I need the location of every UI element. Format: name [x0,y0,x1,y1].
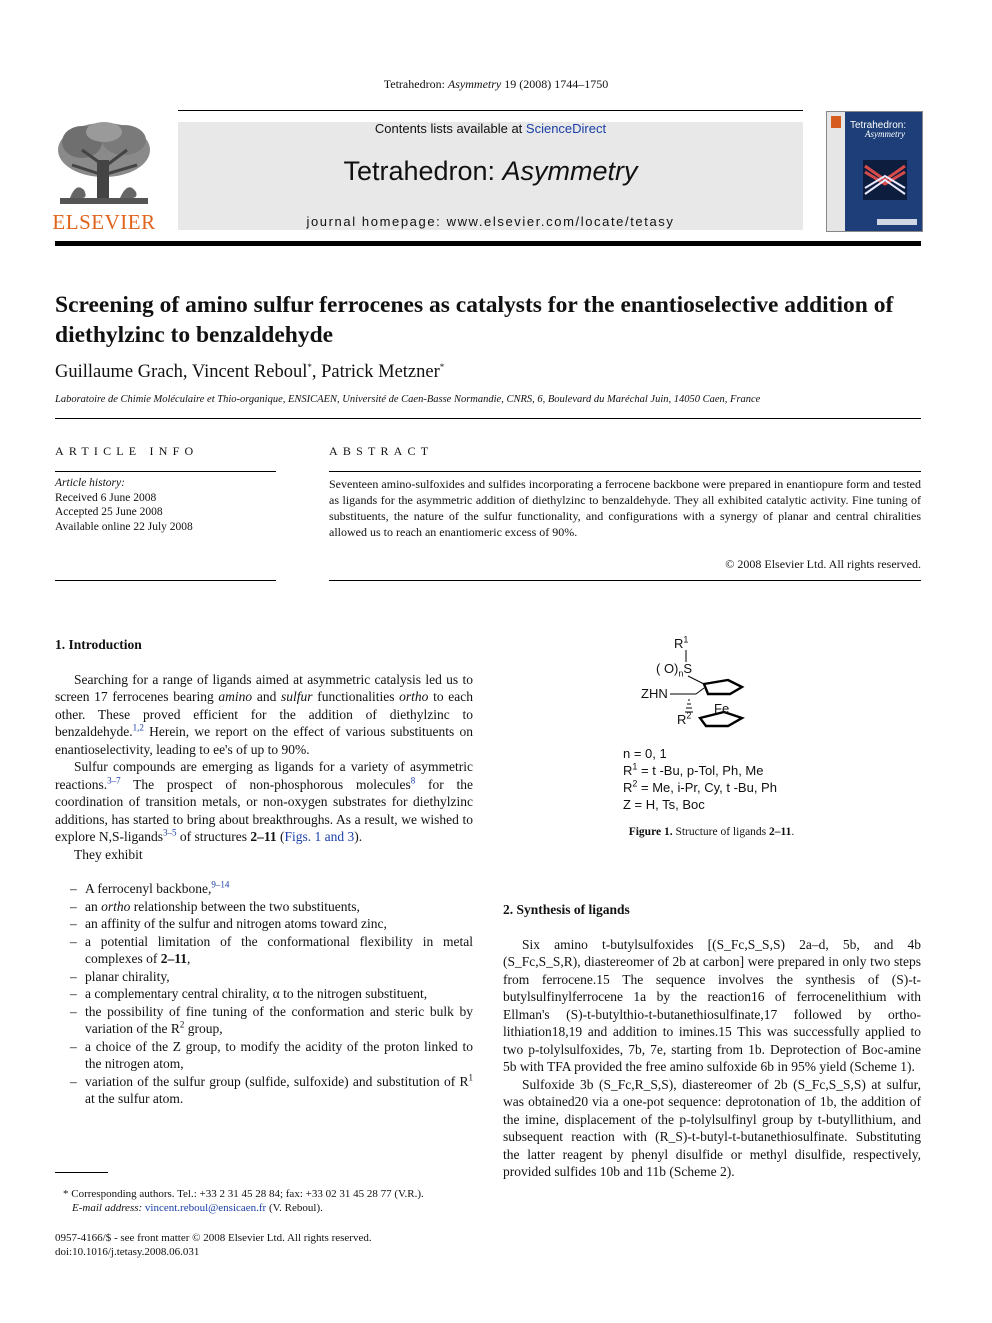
journal-title: Tetrahedron: Asymmetry [343,156,638,186]
ref-link[interactable]: 3–5 [162,827,177,838]
journal-homepage[interactable]: journal homepage: www.elsevier.com/locate/tetasy [306,214,675,229]
footnote-rule [55,1172,108,1173]
author-metzner[interactable]: Patrick Metzner [321,362,440,382]
title-rule [55,418,921,419]
list-item: – an affinity of the sulfur and nitrogen atoms toward zinc, [55,915,473,933]
synthesis-paragraph-1: Six amino t-butylsulfoxides [(S_Fc,S_S,S) 2a–d, 5b, and 4b (S_Fc,S_S,R), diastereomer of 2b at carbon] were prepared in only two steps from ferrocene.15 The sequence involves the synthesis of (S)-t-butylsulfinylferrocene 1a by the reaction16 of ferrocenelithium with Ellman's (S)-t-butylthio-t-butanethiosulfinate,17 followed by ortho-lithiation18,19 and addition to imines.15 This was successfully applied to two p-tolylsulfoxides, 7b, 7e, starting from 1b. Deprotection of Boc-amine 5b with TFA provided the free amino sulfoxide 6b in 95% yield (Scheme 1). [503,936,921,1074]
list-item: – the possibility of fine tuning of the conformation and steric bulk by variation of the $R^2$ group, [55,1003,473,1038]
article-info-bottom-rule [55,580,276,581]
copyright: © 2008 Elsevier Ltd. All rights reserved. [725,557,921,571]
elsevier-logo [52,120,156,232]
introduction-section [55,636,473,1108]
contents-line: Contents lists available at ScienceDirect [374,121,607,136]
introduction-heading: 1. Introduction [55,637,142,652]
header-bottom-rule [55,241,921,246]
ref-link[interactable]: 9–14 [211,879,230,890]
email-link[interactable]: vincent.reboul@ensicaen.fr [144,1202,267,1214]
sulfur-label: ( $O)_nS$ [656,661,693,679]
author-reboul[interactable]: Vincent Reboul [191,362,308,382]
r2-label: $R^2$ [677,710,692,727]
header-top-rule [178,110,803,111]
synthesis-section [503,901,921,1181]
article-info-heading: ARTICLE INFO [55,444,199,458]
list-item: – a choice of the Z group, to modify the acidity of the proton linked to the nitrogen atom, [55,1038,473,1073]
list-item: – a complementary central chirality, α to the nitrogen substituent, [55,985,473,1003]
figs-link[interactable]: Figs. 1 and 3 [284,829,355,844]
abstract-text: Seventeen amino-sulfoxides and sulfides incorporating a ferrocene backbone were prepared in enantiopure form and tested as ligands for the asymmetric addition of diethylzinc to benzaldehyde. They all exhibited catalytic activity. Fine tuning of substituents, the nature of the sulfur functionality, and configurations with a synergy of planar and central chiralities allowed us to reach an enantiomeric excess of 90%. [329,477,921,539]
authors: Guillaume Grach, Vincent Reboul*, Patrick Metzner* [55,361,445,382]
list-item: – A ferrocenyl backbone,$^{9-14}$ [55,880,473,898]
cover-subtitle: Asymmetry [865,129,905,139]
fe-label: Fe [714,701,730,716]
article-info-rule [55,471,276,472]
publisher-name: ELSEVIER [52,210,156,234]
synthesis-paragraph-2: Sulfoxide 3b (S_Fc,R_S,S), diastereomer of 2b (S_Fc,S_S,S) at sulfur, was obtained20 via a one-pot sequence: deprotonation of 1b, the addition of the imine, displacement of the p-tolylsulfinyl group by t-butyllithium, and subsequent reaction with (R_S)-t-butyl-t-butanethiosulfinate. Substituting the latter reagent by phenyl disulfide or methyl disulfide, respectively, provided sulfides 10b and 11b (Scheme 2). [503,1076,921,1179]
r1-label: $R^1$ [674,634,689,651]
abstract-heading: ABSTRACT [329,444,434,458]
zhn-label: ZHN [641,686,668,701]
ligand-structure-diagram [600,632,800,742]
figure-caption: Figure 1. Structure of ligands 2–11. [628,826,795,838]
cover-logo-icon [831,116,841,128]
ref-link[interactable]: 3–7 [107,775,121,785]
synthesis-heading: 2. Synthesis of ligands [503,902,630,917]
journal-cover [826,111,923,232]
ref-link[interactable]: 1,2 [132,722,144,733]
intro-paragraph-1: Searching for a range of ligands aimed at asymmetric catalysis led us to screen 17 ferrocenes bearing amino and sulfur functionalities ortho to each other. These proved efficient for the addition of diethylzinc to benzaldehyde.$^{1,2}$ Herein, we report on the effect of various substituents on enantioselectivity, leading to ee's of up to 90%. [55,671,473,757]
article-history: Article history: Received 6 June 2008 Accepted 25 June 2008 Available online 22 July 2008 [55,477,193,533]
list-item: – planar chirality, [55,968,473,986]
cover-art-icon [863,160,907,200]
list-item: – variation of the sulfur group (sulfide, sulfoxide) and substitution of $R^1$ at the sulfur atom. [55,1073,473,1108]
author-grach[interactable]: Guillaume Grach, [55,362,192,382]
affiliation: Laboratoire de Chimie Moléculaire et Thio-organique, ENSICAEN, Université de Caen-Basse Normandie, CNRS, 6, Boulevard du Maréchal Juin, 14050 Caen, France [55,394,761,405]
footnote: * Corresponding authors. Tel.: +33 2 31 45 28 84; fax: +33 02 31 45 28 77 (V.R.). E-mail address: vincent.reboul@ensicaen.fr (V. Reboul). [63,1188,424,1214]
ligand-substituents: n = 0, 1 $R^1 = t$ -Bu, p-Tol, Ph, Me $R^2 = Me$, i-Pr, Cy, t -Bu, Ph Z = H, Ts, Boc [623,746,777,812]
properties-list [55,880,473,1108]
ref-link[interactable]: 8 [410,775,416,785]
abstract-bottom-rule [329,580,921,581]
article-title: Screening of amino sulfur ferrocenes as catalysts for the enantioselective addition of diethylzinc to benzaldehyde [55,292,894,348]
list-item: – an ortho relationship between the two substituents, [55,898,473,916]
intro-paragraph-2: Sulfur compounds are emerging as ligands for a variety of asymmetric reactions.$^{3-7}$ The prospect of non-phosphorous molecules$^8$ for the coordination of transition metals, or non-oxygen substrates for diethylzinc additions, has started to bring about breakthroughs. As a result, we wished to explore N,S-ligands$^{3-5}$ of structures 2–11 (Figs. 1 and 3). [55,759,473,844]
journal-reference: Tetrahedron: Asymmetry 19 (2008) 1744–1750 [383,77,609,91]
cover-publisher-mark [877,219,917,225]
intro-paragraph-3: They exhibit [74,846,143,862]
publication-info: 0957-4166/$ - see front matter © 2008 Elsevier Ltd. All rights reserved. doi:10.1016/j.tetasy.2008.06.031 [55,1232,372,1258]
elsevier-tree-icon [52,120,156,212]
cover-title: Tetrahedron: [850,120,907,131]
abstract-rule [329,471,921,472]
ligand-structure-figure [600,632,800,742]
sciencedirect-link[interactable]: ScienceDirect [525,121,607,136]
list-item: – a potential limitation of the conformational flexibility in metal complexes of 2–11, [55,933,473,968]
